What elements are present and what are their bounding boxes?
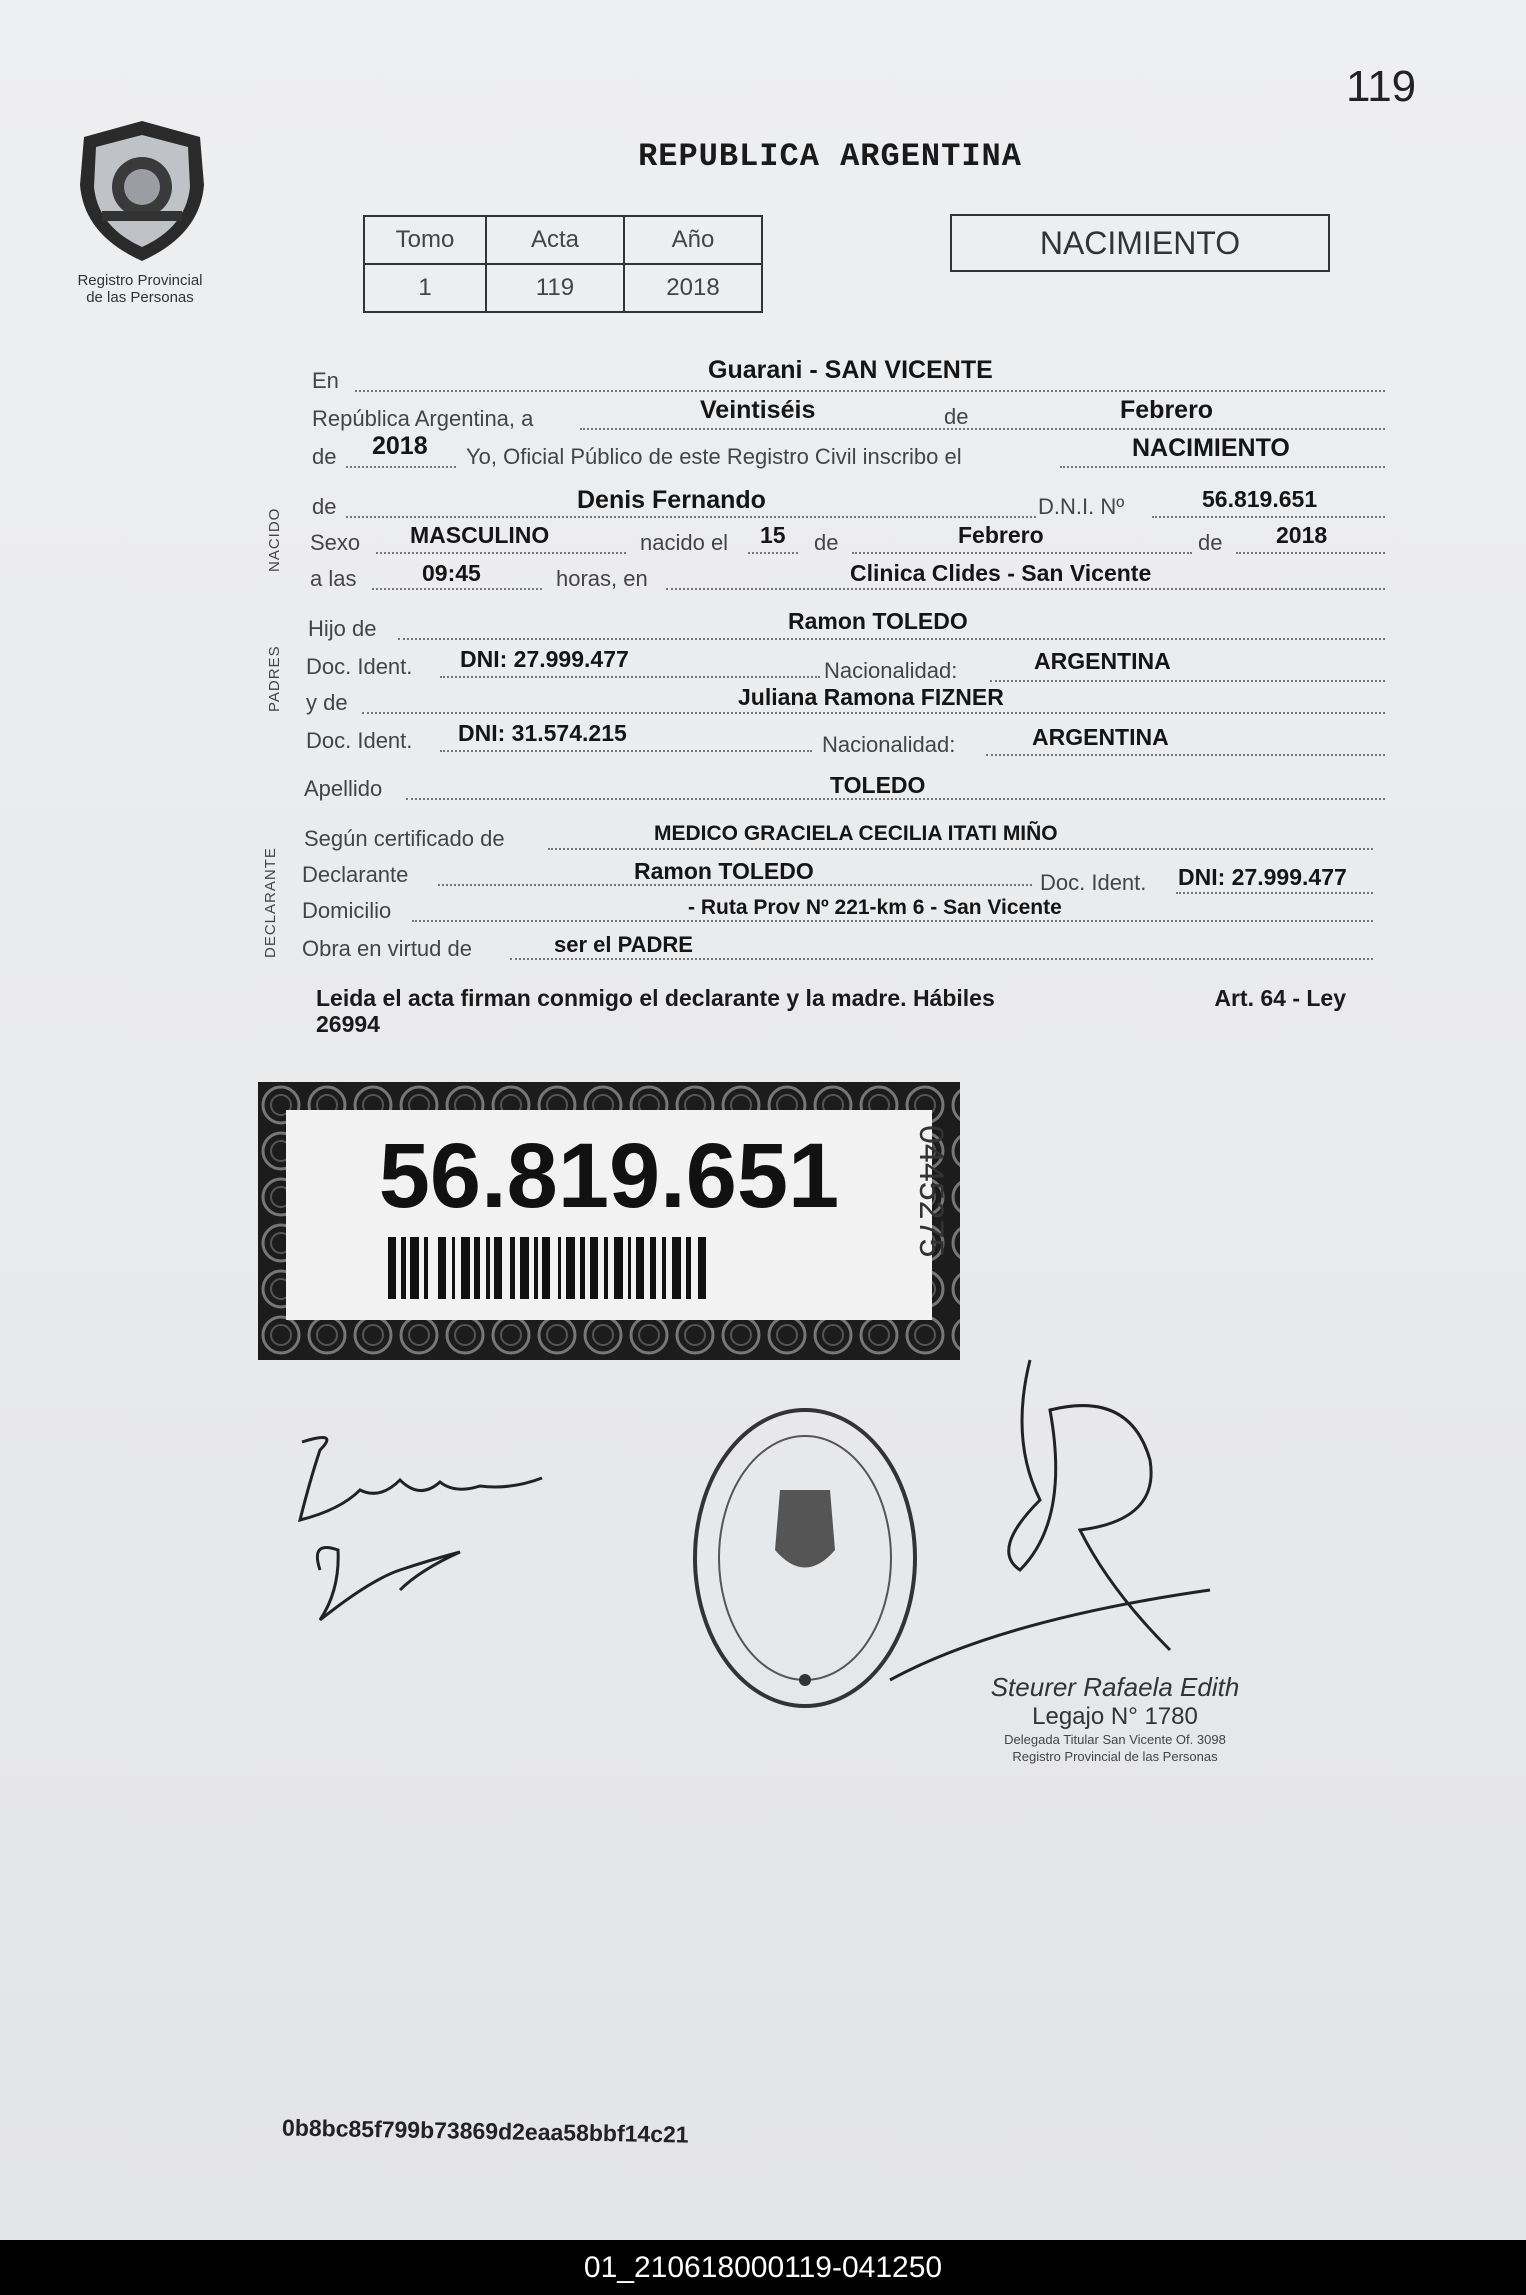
label-de-2: de	[312, 444, 337, 469]
label-doc-ident-madre: Doc. Ident.	[306, 728, 413, 753]
field-hora: 09:45	[422, 560, 481, 586]
field-domicilio: - Ruta Prov Nº 221-km 6 - San Vicente	[688, 896, 1062, 919]
registry-header-acta: Acta	[486, 216, 624, 264]
record-type-box: NACIMIENTO	[950, 214, 1330, 272]
registry-header-tomo: Tomo	[364, 216, 486, 264]
field-dia-texto: Veintiséis	[700, 396, 816, 424]
section-nacido: NACIDO	[266, 507, 283, 572]
field-dia-nac: 15	[760, 522, 786, 548]
label-domicilio: Domicilio	[302, 898, 392, 923]
document-title: REPUBLICA ARGENTINA	[638, 138, 1022, 175]
dni-sticker	[258, 1082, 960, 1360]
registry-anio: 2018	[624, 264, 762, 312]
label-hijo-de: Hijo de	[308, 616, 377, 641]
official-signature-icon	[880, 1350, 1260, 1690]
field-anio-nac: 2018	[1276, 522, 1328, 548]
field-padre: Ramon TOLEDO	[788, 608, 968, 634]
field-dni: 56.819.651	[1202, 486, 1318, 512]
label-republica: República Argentina, a	[312, 406, 534, 431]
field-declarante: Ramon TOLEDO	[634, 858, 814, 884]
sticker-number: 56.819.651	[378, 1125, 840, 1227]
section-declarante: DECLARANTE	[262, 847, 279, 958]
label-declarante: Declarante	[302, 862, 409, 887]
official-signature-block: Steurer Rafaela Edith Legajo N° 1780 Delegada Titular San Vicente Of. 3098 Registro Provincial de las Personas	[990, 1672, 1240, 1764]
field-sexo: MASCULINO	[410, 522, 550, 548]
label-nacido-el: nacido el	[640, 530, 729, 555]
declarant-signature-icon	[280, 1420, 580, 1630]
page-number: 119	[1346, 62, 1417, 111]
label-segun: Según certificado de	[304, 826, 505, 851]
label-y-de: y de	[306, 690, 348, 715]
field-apellido: TOLEDO	[830, 772, 926, 798]
label-apellido: Apellido	[304, 776, 383, 801]
label-nacionalidad-padre: Nacionalidad:	[824, 658, 958, 683]
registry-table	[363, 215, 763, 313]
field-declarante-doc: DNI: 27.999.477	[1178, 864, 1347, 890]
logo-caption: Registro Provincial de las Personas	[77, 272, 203, 306]
registry-header-anio: Año	[624, 216, 762, 264]
sticker-serial: 0445275	[912, 1125, 950, 1258]
label-sexo: Sexo	[310, 530, 361, 555]
field-madre-nac: ARGENTINA	[1032, 724, 1169, 750]
label-doc-ident-padre: Doc. Ident.	[306, 654, 413, 679]
section-padres: PADRES	[266, 645, 283, 712]
label-dni-n: D.N.I. Nº	[1038, 494, 1125, 519]
document-hash: 0b8bc85f799b73869d2eaa58bbf14c21	[281, 2114, 689, 2148]
field-anio: 2018	[372, 432, 428, 460]
label-de-4: de	[814, 530, 839, 555]
label-doc-ident-declarante: Doc. Ident.	[1040, 870, 1147, 895]
provincial-coat-of-arms-icon	[72, 115, 212, 265]
field-madre-doc: DNI: 31.574.215	[458, 720, 627, 746]
label-a-las: a las	[310, 566, 357, 591]
label-yo: Yo, Oficial Público de este Registro Civil inscribo el	[466, 444, 962, 469]
field-certificado: MEDICO GRACIELA CECILIA ITATI MIÑO	[654, 822, 1058, 845]
label-horas-en: horas, en	[556, 566, 648, 591]
field-madre: Juliana Ramona FIZNER	[738, 684, 1004, 710]
label-obra: Obra en virtud de	[302, 936, 472, 961]
field-acto: NACIMIENTO	[1132, 434, 1290, 462]
label-de-5: de	[1198, 530, 1223, 555]
field-lugar: Guarani - SAN VICENTE	[708, 356, 993, 384]
field-nombre: Denis Fernando	[577, 486, 766, 514]
field-mes-texto: Febrero	[1120, 396, 1214, 424]
closing-note: Leida el acta firman conmigo el declarante y la madre. Hábiles Art. 64 - Ley 26994	[316, 985, 1346, 1037]
registry-tomo: 1	[364, 264, 486, 312]
label-de-3: de	[312, 494, 337, 519]
field-padre-doc: DNI: 27.999.477	[460, 646, 629, 672]
label-de-1: de	[944, 404, 969, 429]
file-id-footer: 01_210618000119-041250	[0, 2240, 1526, 2295]
registry-acta: 119	[486, 264, 624, 312]
label-nacionalidad-madre: Nacionalidad:	[822, 732, 956, 757]
field-padre-nac: ARGENTINA	[1034, 648, 1171, 674]
field-obra: ser el PADRE	[554, 932, 693, 957]
field-lugar-nac: Clinica Clides - San Vicente	[850, 560, 1152, 586]
label-en: En	[312, 368, 339, 393]
field-mes-nac: Febrero	[958, 522, 1044, 548]
